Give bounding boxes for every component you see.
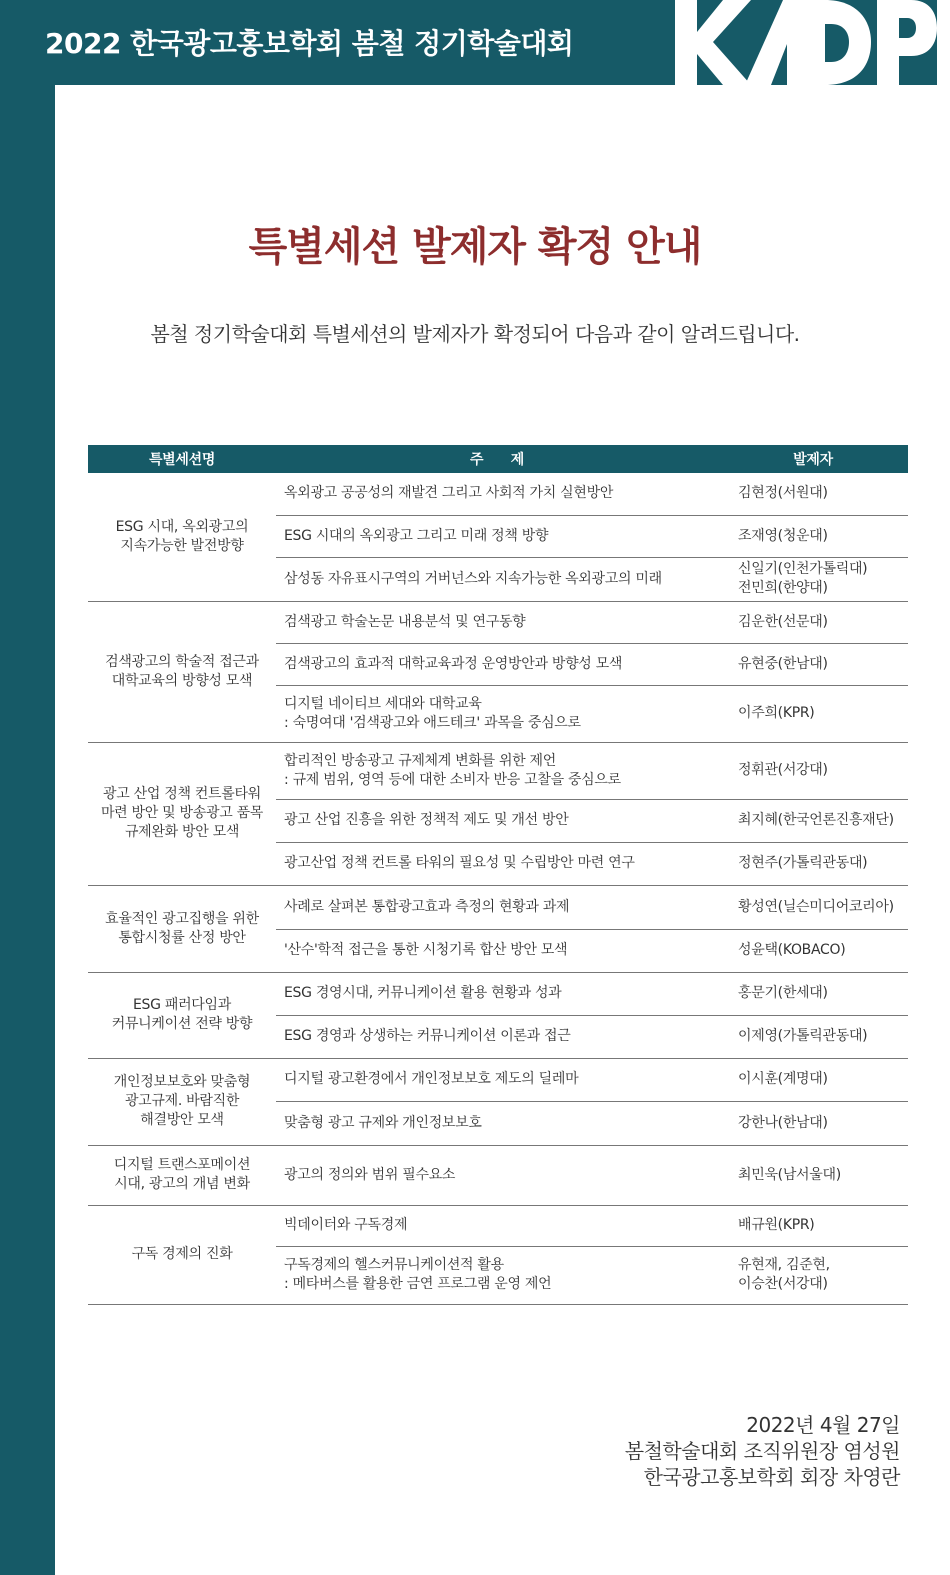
presenter-cell: 이주희(KPR): [718, 685, 908, 742]
event-title: 2022 한국광고홍보학회 봄철 정기학술대회: [45, 27, 574, 60]
topic-cell: 맞춤형 광고 규제와 개인정보보호: [276, 1101, 718, 1145]
topic-cell: 구독경제의 헬스커뮤니케이션적 활용 : 메타버스를 활용한 금연 프로그램 운영 제언: [276, 1246, 718, 1304]
presenter-cell: 강한나(한남대): [718, 1101, 908, 1145]
topic-cell: 빅데이터와 구독경제: [276, 1205, 718, 1246]
signature-block: [625, 1412, 900, 1490]
kadpr-logo: [675, 0, 950, 85]
topic-cell: 디지털 네이티브 세대와 대학교육 : 숙명여대 '검색광고와 애드테크' 과목을 중심으로: [276, 685, 718, 742]
header-session: 특별세션명: [88, 445, 276, 473]
session-name: 디지털 트랜스포메이션 시대, 광고의 개념 변화: [88, 1145, 276, 1205]
presenter-cell: 이시훈(계명대): [718, 1058, 908, 1101]
topic-cell: 사례로 살펴본 통합광고효과 측정의 현황과 과제: [276, 885, 718, 929]
topic-cell: 삼성동 자유표시구역의 거버넌스와 지속가능한 옥외광고의 미래: [276, 557, 718, 601]
table-row: [88, 742, 908, 799]
topic-cell: 합리적인 방송광고 규제체계 변화를 위한 제언 : 규제 범위, 영역 등에 대한 소비자 반응 고찰을 중심으로: [276, 742, 718, 799]
header-topic: 주 제: [276, 445, 718, 473]
table-header-row: [88, 445, 908, 473]
presenter-cell: 정현주(가톨릭관동대): [718, 842, 908, 885]
table-row: [88, 1058, 908, 1101]
signature-line-2: 한국광고홍보학회 회장 차영란: [643, 1465, 900, 1489]
header-presenter: 발제자: [718, 445, 908, 473]
topic-cell: 광고의 정의와 범위 필수요소: [276, 1145, 718, 1205]
topic-cell: 옥외광고 공공성의 재발견 그리고 사회적 가치 실현방안: [276, 473, 718, 515]
session-name: 구독 경제의 진화: [88, 1205, 276, 1304]
session-name: 개인정보보호와 맞춤형 광고규제. 바람직한 해결방안 모색: [88, 1058, 276, 1145]
table-row: [88, 972, 908, 1015]
session-name: 광고 산업 정책 컨트롤타워 마련 방안 및 방송광고 품목 규제완화 방안 모색: [88, 742, 276, 885]
presenter-cell: 성윤택(KOBACO): [718, 929, 908, 972]
table-row: [88, 1145, 908, 1205]
presenter-cell: 이제영(가톨릭관동대): [718, 1015, 908, 1058]
signature-line-1: 봄철학술대회 조직위원장 염성원: [624, 1439, 900, 1463]
presenter-cell: 최지혜(한국언론진흥재단): [718, 799, 908, 842]
presenter-cell: 신일기(인천가톨릭대) 전민희(한양대): [718, 557, 908, 601]
topic-cell: '산수'학적 접근을 통한 시청기록 합산 방안 모색: [276, 929, 718, 972]
presenter-cell: 황성연(닐슨미디어코리아): [718, 885, 908, 929]
presenter-cell: 유현재, 김준현, 이승찬(서강대): [718, 1246, 908, 1304]
table-row: [88, 1205, 908, 1246]
presenter-cell: 김현정(서원대): [718, 473, 908, 515]
topic-cell: 디지털 광고환경에서 개인정보보호 제도의 딜레마: [276, 1058, 718, 1101]
topic-cell: ESG 시대의 옥외광고 그리고 미래 정책 방향: [276, 515, 718, 557]
topic-cell: 검색광고의 효과적 대학교육과정 운영방안과 방향성 모색: [276, 643, 718, 685]
table-row: [88, 885, 908, 929]
presenter-cell: 배규원(KPR): [718, 1205, 908, 1246]
table-row: [88, 601, 908, 643]
topic-cell: 광고산업 정책 컨트롤 타워의 필요성 및 수립방안 마련 연구: [276, 842, 718, 885]
topic-cell: ESG 경영시대, 커뮤니케이션 활용 현황과 성과: [276, 972, 718, 1015]
table-row: [88, 473, 908, 515]
presenter-cell: 김운한(선문대): [718, 601, 908, 643]
page-title: 특별세션 발제자 확정 안내: [248, 224, 702, 270]
signature-date: 2022년 4월 27일: [746, 1413, 900, 1437]
sessions-table: [88, 445, 908, 1305]
topic-cell: ESG 경영과 상생하는 커뮤니케이션 이론과 접근: [276, 1015, 718, 1058]
presenter-cell: 홍문기(한세대): [718, 972, 908, 1015]
presenter-cell: 유현중(한남대): [718, 643, 908, 685]
side-band: [0, 0, 55, 1575]
topic-cell: 광고 산업 진흥을 위한 정책적 제도 및 개선 방안: [276, 799, 718, 842]
presenter-cell: 최민욱(남서울대): [718, 1145, 908, 1205]
session-name: ESG 시대, 옥외광고의 지속가능한 발전방향: [88, 473, 276, 601]
session-name: 검색광고의 학술적 접근과 대학교육의 방향성 모색: [88, 601, 276, 742]
topic-cell: 검색광고 학술논문 내용분석 및 연구동향: [276, 601, 718, 643]
intro-text: 봄철 정기학술대회 특별세션의 발제자가 확정되어 다음과 같이 알려드립니다.: [150, 322, 800, 346]
session-name: 효율적인 광고집행을 위한 통합시청률 산정 방안: [88, 885, 276, 972]
session-name: ESG 패러다임과 커뮤니케이션 전략 방향: [88, 972, 276, 1058]
presenter-cell: 정휘관(서강대): [718, 742, 908, 799]
presenter-cell: 조재영(청운대): [718, 515, 908, 557]
